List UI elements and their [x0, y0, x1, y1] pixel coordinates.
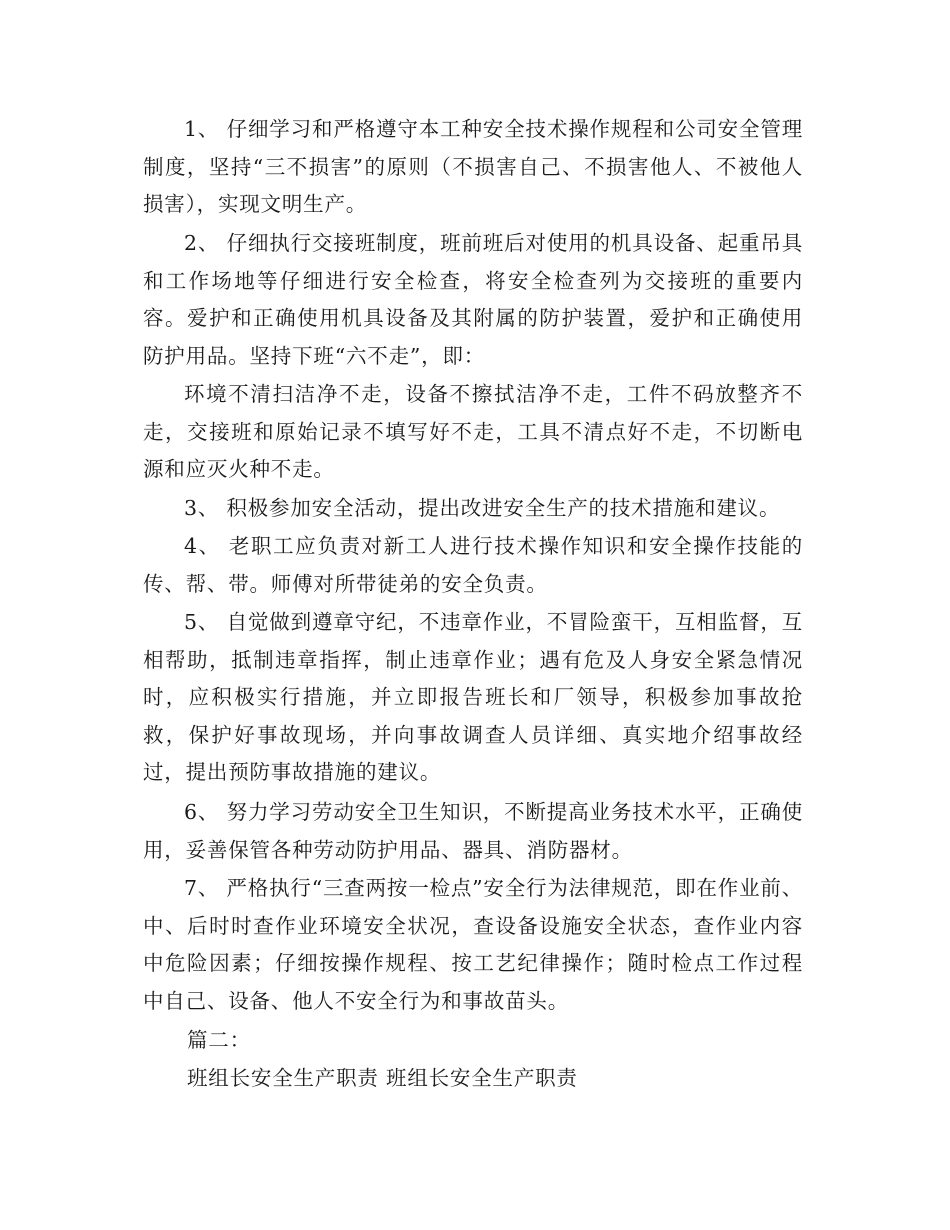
paragraph-item-7: 6、 努力学习劳动安全卫生知识，不断提高业务技术水平，正确使用，妥善保管各种劳动防护用品、器具、消防器材。 [143, 800, 803, 862]
paragraph-item-6: 5、 自觉做到遵章守纪，不违章作业，不冒险蛮干，互相监督，互相帮助，抵制违章指挥，制止违章作业；遇有危及人身安全紧急情况时，应积极实行措施，并立即报告班长和厂领导，积极参加事故抢救，保护好事故现场，并向事故调查人员详细、真实地介绍事故经过，提出预防事故措施的建议。 [143, 610, 803, 785]
section-heading: 篇二： [187, 1028, 251, 1052]
section-title: 班组长安全生产职责 班组长安全生产职责 [187, 1066, 578, 1090]
paragraph-item-4: 3、 积极参加安全活动，提出改进安全生产的技术措施和建议。 [184, 496, 781, 520]
paragraph-item-3: 环境不清扫洁净不走，设备不擦拭洁净不走，工件不码放整齐不走，交接班和原始记录不填写好不走，工具不清点好不走，不切断电源和应灭火种不走。 [143, 382, 803, 482]
paragraph-item-8: 7、 严格执行“三查两按一检点”安全行为法律规范，即在作业前、中、后时时查作业环境安全状况，查设备设施安全状态，查作业内容中危险因素；仔细按操作规程、按工艺纪律操作；随时检点工作过程中自己、设备、他人不安全行为和事故苗头。 [143, 876, 803, 1013]
paragraph-item-2: 2、 仔细执行交接班制度，班前班后对使用的机具设备、起重吊具和工作场地等仔细进行安全检查，将安全检查列为交接班的重要内容。爱护和正确使用机具设备及其附属的防护装置，爱护和正确使用防护用品。坚持下班“六不走”，即： [143, 231, 803, 368]
paragraph-item-1: 1、 仔细学习和严格遵守本工种安全技术操作规程和公司安全管理制度，坚持“三不损害”的原则（不损害自己、不损害他人、不被他人损害），实现文明生产。 [143, 117, 803, 217]
paragraph-item-5: 4、 老职工应负责对新工人进行技术操作知识和安全操作技能的传、帮、带。师傅对所带徒弟的安全负责。 [143, 534, 803, 596]
